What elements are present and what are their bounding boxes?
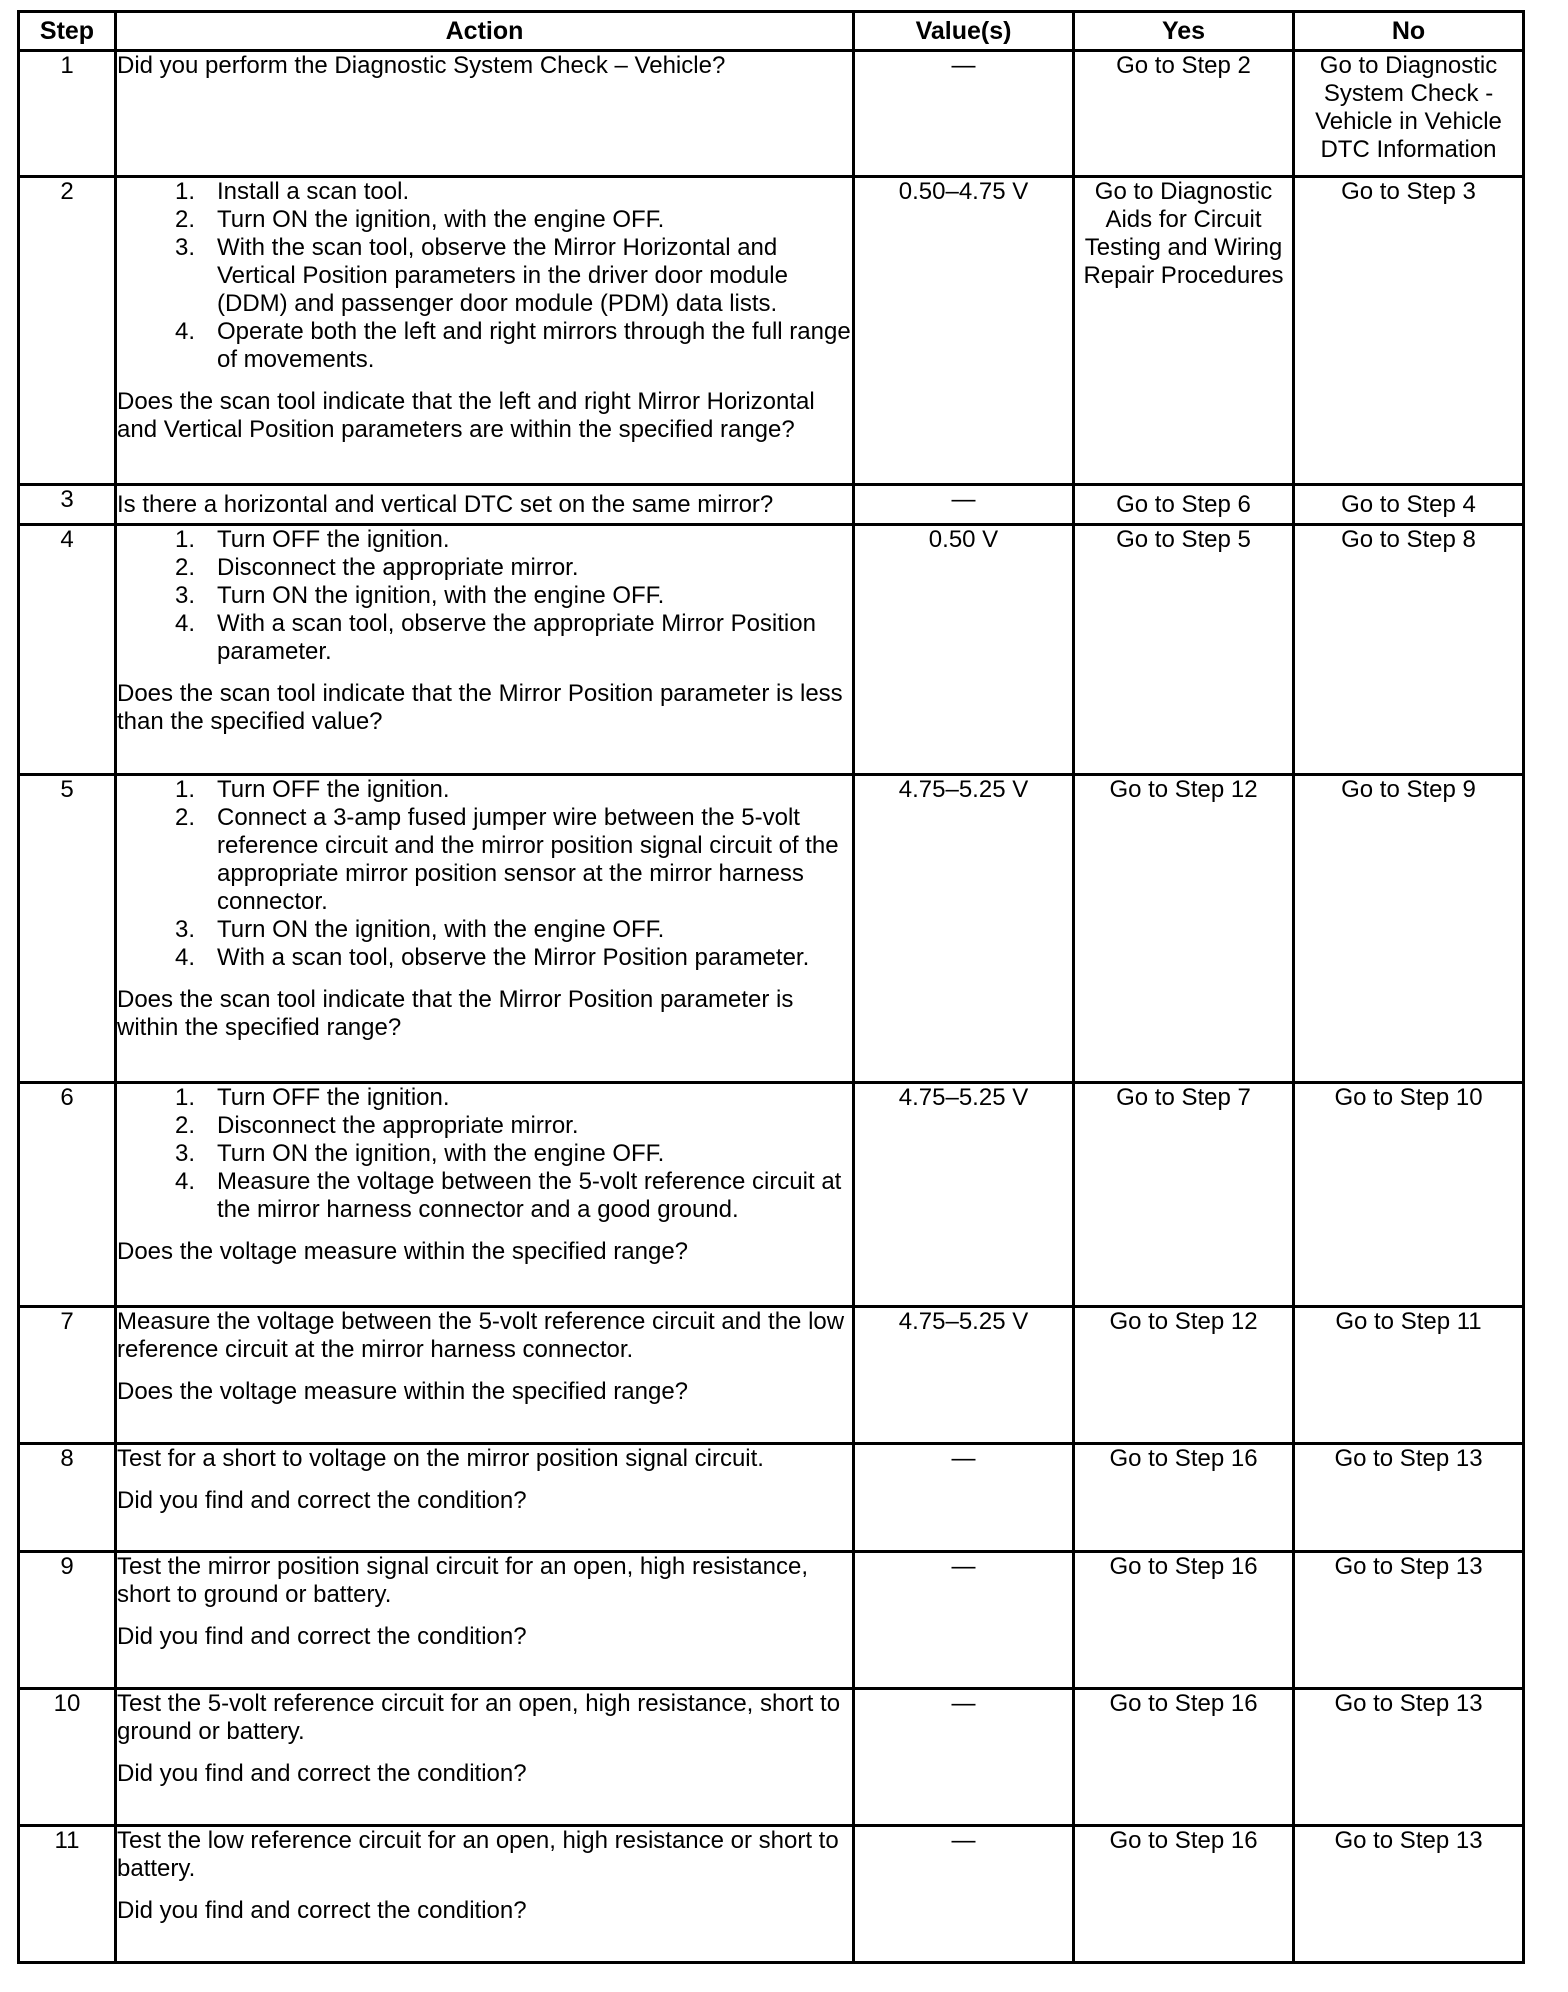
- value-cell: —: [854, 485, 1074, 525]
- action-text: Test the 5-volt reference circuit for an open, high resistance, short to ground or battery.: [117, 1690, 841, 1745]
- action-cell: [116, 1826, 854, 1963]
- action-text: Measure the voltage between the 5-volt reference circuit and the low reference circuit at the mirror harness connector.: [117, 1308, 845, 1363]
- list-item: 4. With a scan tool, observe the appropriate Mirror Position parameter.: [174, 610, 816, 665]
- procedure-list: [117, 1084, 852, 1224]
- header-yes: Yes: [1074, 12, 1294, 51]
- no-cell: Go to Diagnostic System Check - Vehicle in Vehicle DTC Information: [1294, 51, 1524, 177]
- yes-cell: Go to Step 12: [1074, 1307, 1294, 1444]
- action-text: Is there a horizontal and vertical DTC set on the same mirror?: [117, 490, 774, 518]
- action-question: Did you find and correct the condition?: [117, 1623, 527, 1650]
- no-cell: Go to Step 13: [1294, 1689, 1524, 1826]
- step-number: 10: [19, 1689, 116, 1826]
- action-question: Does the scan tool indicate that the Mirror Position parameter is within the specified range?: [117, 986, 794, 1041]
- procedure-list: [117, 178, 852, 374]
- table-row: [19, 485, 1524, 525]
- list-item: 1. Install a scan tool.: [174, 178, 410, 205]
- action-question: Did you find and correct the condition?: [117, 1760, 527, 1787]
- no-cell: Go to Step 4: [1294, 485, 1524, 525]
- table-row: [19, 177, 1524, 485]
- no-cell: Go to Step 13: [1294, 1444, 1524, 1552]
- list-item: 1. Turn OFF the ignition.: [174, 776, 450, 803]
- action-text: Test for a short to voltage on the mirror position signal circuit.: [117, 1445, 764, 1472]
- action-question: Did you find and correct the condition?: [117, 1897, 527, 1924]
- no-cell: Go to Step 9: [1294, 775, 1524, 1083]
- table-row: [19, 1826, 1524, 1963]
- no-cell: Go to Step 11: [1294, 1307, 1524, 1444]
- action-cell: [116, 51, 854, 177]
- yes-cell: Go to Step 7: [1074, 1083, 1294, 1307]
- list-item: 2. Disconnect the appropriate mirror.: [174, 1112, 579, 1139]
- value-cell: —: [854, 1689, 1074, 1826]
- step-number: 1: [19, 51, 116, 177]
- action-text: Test the mirror position signal circuit for an open, high resistance, short to ground or battery.: [117, 1553, 808, 1608]
- yes-cell: Go to Step 6: [1074, 485, 1294, 525]
- value-cell: 4.75–5.25 V: [854, 1083, 1074, 1307]
- list-item: 2. Connect a 3-amp fused jumper wire between the 5-volt reference circuit and the mirror position signal circuit of the appropriate mirror position sensor at the mirror harness connector.: [174, 804, 839, 915]
- yes-cell: Go to Step 16: [1074, 1552, 1294, 1689]
- yes-cell: Go to Step 16: [1074, 1689, 1294, 1826]
- action-cell: [116, 1689, 854, 1826]
- action-cell: [116, 525, 854, 775]
- yes-cell: Go to Step 5: [1074, 525, 1294, 775]
- table-row: [19, 525, 1524, 775]
- step-number: 9: [19, 1552, 116, 1689]
- list-item: 4. Operate both the left and right mirrors through the full range of movements.: [174, 318, 851, 373]
- procedure-list: [117, 776, 852, 972]
- value-cell: 0.50 V: [854, 525, 1074, 775]
- action-question: Does the scan tool indicate that the Mirror Position parameter is less than the specified value?: [117, 680, 843, 735]
- table-row: [19, 1689, 1524, 1826]
- yes-cell: Go to Step 2: [1074, 51, 1294, 177]
- header-step: Step: [19, 12, 116, 51]
- table-row: [19, 775, 1524, 1083]
- table-row: [19, 1444, 1524, 1552]
- action-text: Did you perform the Diagnostic System Check – Vehicle?: [117, 52, 726, 79]
- header-value: Value(s): [854, 12, 1074, 51]
- list-item: 4. With a scan tool, observe the Mirror Position parameter.: [174, 944, 810, 971]
- table-row: [19, 1083, 1524, 1307]
- yes-cell: Go to Step 16: [1074, 1826, 1294, 1963]
- list-item: 1. Turn OFF the ignition.: [174, 1084, 450, 1111]
- procedure-list: [117, 526, 852, 666]
- value-cell: —: [854, 1552, 1074, 1689]
- step-number: 6: [19, 1083, 116, 1307]
- yes-cell: Go to Step 12: [1074, 775, 1294, 1083]
- action-cell: [116, 1552, 854, 1689]
- list-item: 3. Turn ON the ignition, with the engine OFF.: [174, 1140, 665, 1167]
- step-number: 3: [19, 485, 116, 525]
- no-cell: Go to Step 3: [1294, 177, 1524, 485]
- action-text: Test the low reference circuit for an open, high resistance or short to battery.: [117, 1827, 839, 1882]
- action-cell: [116, 1307, 854, 1444]
- no-cell: Go to Step 8: [1294, 525, 1524, 775]
- action-question: Does the scan tool indicate that the left and right Mirror Horizontal and Vertical Position parameters are within the specified range?: [117, 388, 815, 443]
- step-number: 2: [19, 177, 116, 485]
- header-no: No: [1294, 12, 1524, 51]
- list-item: 3. Turn ON the ignition, with the engine OFF.: [174, 916, 665, 943]
- value-cell: —: [854, 1444, 1074, 1552]
- yes-cell: Go to Step 16: [1074, 1444, 1294, 1552]
- step-number: 7: [19, 1307, 116, 1444]
- list-item: 2. Disconnect the appropriate mirror.: [174, 554, 579, 581]
- action-question: Did you find and correct the condition?: [117, 1487, 527, 1514]
- step-number: 8: [19, 1444, 116, 1552]
- step-number: 5: [19, 775, 116, 1083]
- list-item: 3. Turn ON the ignition, with the engine OFF.: [174, 582, 665, 609]
- header-action: Action: [116, 12, 854, 51]
- action-cell: [116, 485, 854, 525]
- action-cell: [116, 775, 854, 1083]
- no-cell: Go to Step 13: [1294, 1552, 1524, 1689]
- value-cell: 0.50–4.75 V: [854, 177, 1074, 485]
- list-item: 1. Turn OFF the ignition.: [174, 526, 450, 553]
- action-cell: [116, 1444, 854, 1552]
- list-item: 2. Turn ON the ignition, with the engine OFF.: [174, 206, 665, 233]
- yes-cell: Go to Diagnostic Aids for Circuit Testing and Wiring Repair Procedures: [1074, 177, 1294, 485]
- value-cell: 4.75–5.25 V: [854, 775, 1074, 1083]
- value-cell: —: [854, 51, 1074, 177]
- list-item: 3. With the scan tool, observe the Mirror Horizontal and Vertical Position parameters in the driver door module (DDM) and passenger door module (PDM) data lists.: [174, 234, 788, 317]
- value-cell: —: [854, 1826, 1074, 1963]
- action-question: Does the voltage measure within the specified range?: [117, 1378, 689, 1405]
- action-cell: [116, 177, 854, 485]
- table-row: [19, 1307, 1524, 1444]
- no-cell: Go to Step 13: [1294, 1826, 1524, 1963]
- action-cell: [116, 1083, 854, 1307]
- no-cell: Go to Step 10: [1294, 1083, 1524, 1307]
- table-row: [19, 51, 1524, 177]
- value-cell: 4.75–5.25 V: [854, 1307, 1074, 1444]
- list-item: 4. Measure the voltage between the 5-volt reference circuit at the mirror harness connector and a good ground.: [174, 1168, 842, 1223]
- step-number: 4: [19, 525, 116, 775]
- table-row: [19, 1552, 1524, 1689]
- step-number: 11: [19, 1826, 116, 1963]
- diagnostic-table: [17, 10, 1525, 1964]
- header-row: [19, 12, 1524, 51]
- action-question: Does the voltage measure within the specified range?: [117, 1238, 689, 1265]
